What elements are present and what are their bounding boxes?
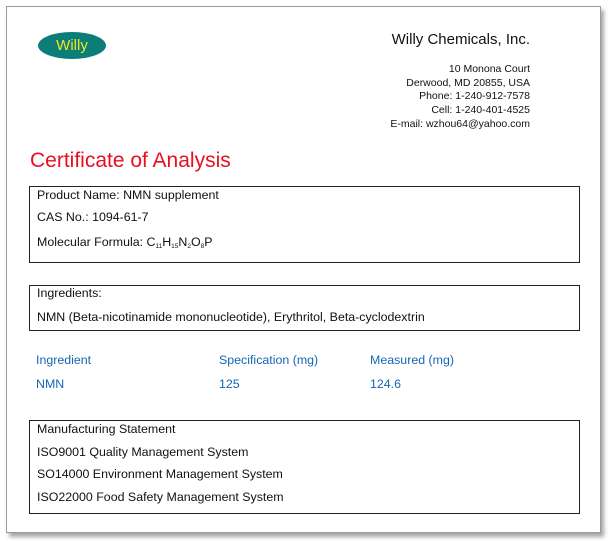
cas-number: CAS No.: 1094-61-7 <box>37 210 149 224</box>
list-item: ISO9001 Quality Management System <box>37 445 249 459</box>
willy-logo <box>38 32 106 59</box>
specification-table <box>36 353 576 401</box>
address-email: E-mail: wzhou64@yahoo.com <box>390 117 530 130</box>
formula-c-count: 11 <box>155 243 163 250</box>
table-row <box>36 377 576 401</box>
address-cell: Cell: 1-240-401-4525 <box>431 104 530 117</box>
manufacturing-box <box>29 420 580 514</box>
molecular-formula <box>37 235 212 250</box>
cell-measured: 124.6 <box>370 377 402 391</box>
ingredients-heading: Ingredients: <box>37 286 102 300</box>
formula-p: P <box>204 235 213 249</box>
list-item: ISO22000 Food Safety Management System <box>37 490 284 504</box>
certificate-page <box>6 6 601 533</box>
manufacturing-heading: Manufacturing Statement <box>37 422 176 436</box>
header-measured: Measured (mg) <box>370 353 455 367</box>
header-specification: Specification (mg) <box>219 353 319 367</box>
product-name: Product Name: NMN supplement <box>37 188 219 202</box>
logo-text: Willy <box>56 37 88 54</box>
address-street: 10 Monona Court <box>448 63 530 75</box>
address-city: Derwood, MD 20855, USA <box>406 76 530 89</box>
list-item: SO14000 Environment Management System <box>37 467 283 481</box>
formula-n-count: 2 <box>187 243 191 250</box>
formula-h: H <box>162 235 172 249</box>
spec-table-header <box>36 353 576 377</box>
cell-specification: 125 <box>219 377 240 391</box>
address-phone: Phone: 1-240-912-7578 <box>419 90 530 103</box>
header-ingredient: Ingredient <box>36 353 92 367</box>
page-title: Certificate of Analysis <box>30 149 231 172</box>
formula-o-count: 8 <box>200 243 205 250</box>
ingredients-box <box>29 285 580 331</box>
ingredients-list: NMN (Beta-nicotinamide mononucleotide), Erythritol, Beta-cyclodextrin <box>37 310 425 324</box>
formula-o: O <box>190 235 201 249</box>
formula-n: N <box>178 235 188 249</box>
cell-ingredient: NMN <box>36 377 65 391</box>
formula-c: C <box>146 235 156 249</box>
product-info-box <box>29 186 580 263</box>
formula-label: Molecular Formula: <box>37 235 147 249</box>
formula-h-count: 15 <box>171 243 179 250</box>
company-name: Willy Chemicals, Inc. <box>391 31 530 48</box>
company-address <box>390 63 530 132</box>
